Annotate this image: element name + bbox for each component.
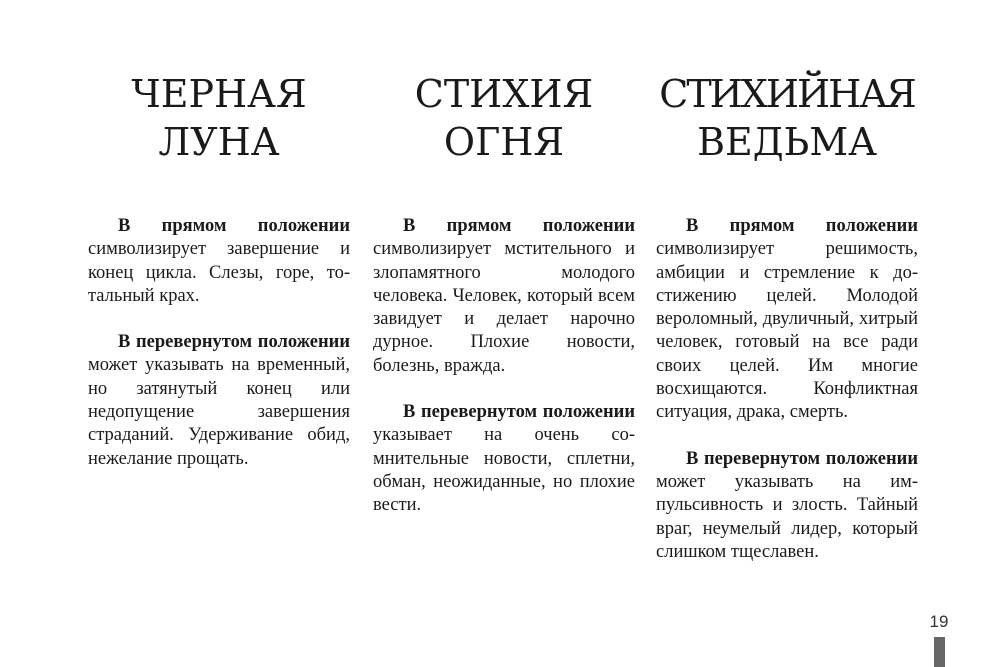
upright-text: символизирует решимость, амбиции и стремление к достижению целей. Молодой вероломный, двуличный, хитрый человек, готовый на все ради своих целей. Им многие восхищаются. Конфликтная ситуация, драка, смерть. bbox=[656, 239, 918, 423]
reversed-label: В перевернутом положении bbox=[403, 402, 635, 423]
page-number: 19 bbox=[929, 612, 949, 631]
upright-label: В прямом положении bbox=[686, 216, 918, 236]
card-title-line-1: ЧЕРНАЯ bbox=[131, 72, 307, 116]
card-title-line-1: СТИХИЙНАЯ bbox=[659, 72, 915, 116]
upright-paragraph bbox=[656, 215, 918, 425]
reversed-paragraph bbox=[373, 401, 635, 517]
reversed-label: В перевернутом положении bbox=[686, 448, 918, 469]
upright-text: символизирует завершение и конец цикла. Слезы, горе, тотальный крах. bbox=[88, 239, 350, 306]
upright-text: символизирует мстительного и злопамятного молодого человека. Человек, который всем завидует и делает нарочно дурное. Плохие новости, болезнь, вражда. bbox=[373, 239, 635, 376]
upright-label: В прямом положении bbox=[118, 216, 350, 236]
card-title bbox=[68, 70, 370, 166]
reversed-label: В перевернутом положении bbox=[118, 332, 350, 353]
card-description bbox=[656, 215, 918, 564]
reversed-text: может указывать на временный, но затянутый конец или недопущение завершения страданий. Удерживание обид, нежелание прощать. bbox=[88, 355, 350, 469]
card-title-line-1: СТИХИЯ bbox=[414, 72, 594, 116]
card-title bbox=[636, 70, 938, 166]
card-title-line-2: ОГНЯ bbox=[443, 120, 565, 164]
reversed-text: может указывать на импульсивность и злость. Тайный враг, неумелый лидер, который слишком тщеславен. bbox=[656, 471, 918, 562]
page-edge-marker bbox=[934, 637, 945, 667]
reversed-paragraph bbox=[656, 448, 918, 564]
card-title bbox=[353, 70, 655, 166]
card-title-line-2: ЛУНА bbox=[158, 120, 280, 164]
upright-paragraph bbox=[373, 215, 635, 378]
card-description bbox=[373, 215, 635, 518]
card-title-line-2: ВЕДЬМА bbox=[697, 120, 877, 164]
card-description bbox=[88, 215, 350, 471]
upright-paragraph bbox=[88, 215, 350, 308]
upright-label: В прямом положении bbox=[403, 216, 635, 236]
reversed-text: указывает на очень сомнительные новости, сплетни, обман, неожиданные, но плохие вести. bbox=[373, 425, 635, 516]
reversed-paragraph bbox=[88, 331, 350, 471]
